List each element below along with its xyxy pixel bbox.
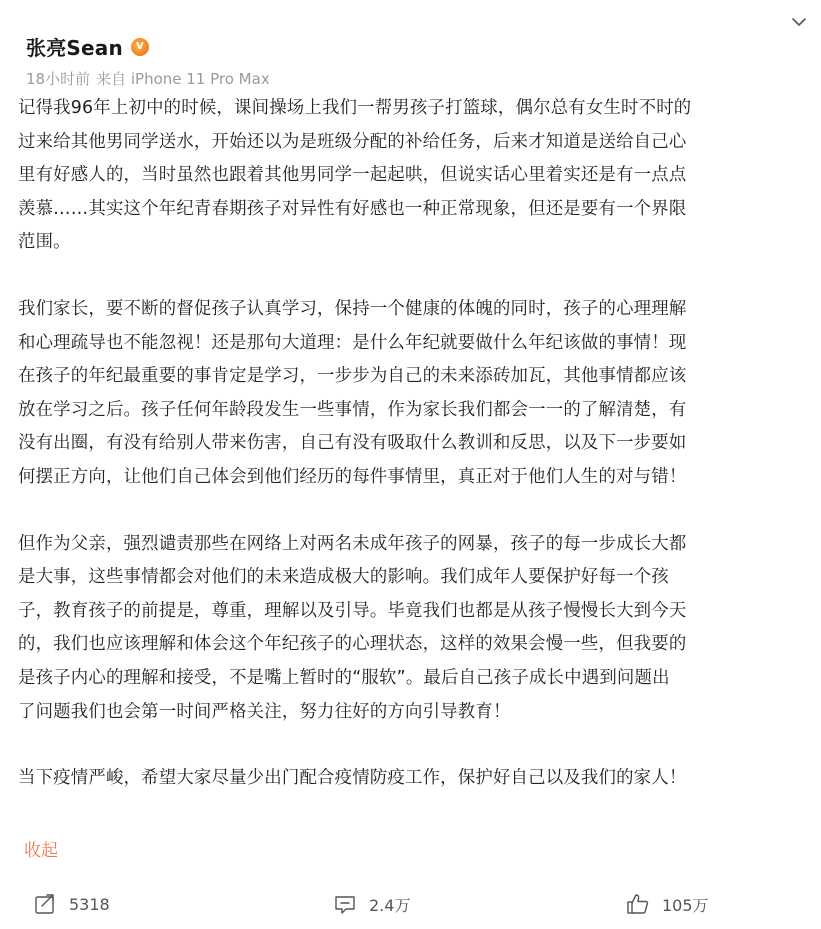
- post-line: 范围。: [18, 232, 71, 253]
- paragraph-gap: [18, 260, 808, 293]
- post-line: 但作为父亲，强烈谴责那些在网络上对两名未成年孩子的网暴，孩子的每一步成长大都: [18, 533, 687, 554]
- chevron-down-icon[interactable]: [789, 12, 809, 32]
- paragraph-gap: [18, 729, 808, 762]
- post-line: 我们家长，要不断的督促孩子认真学习，保持一个健康的体魄的同时，孩子的心理理解: [18, 298, 687, 319]
- post-time: 18小时前: [26, 70, 91, 88]
- comment-icon: [333, 892, 357, 916]
- post-line: 里有好感人的，当时虽然也跟着其他男同学一起起哄，但说实话心里着实还是有一点点: [18, 165, 687, 186]
- post-line: 没有出圈，有没有给别人带来伤害，自己有没有吸取什么教训和反思，以及下一步要如: [18, 433, 687, 454]
- post-line: 过来给其他男同学送水，开始还以为是班级分配的补给任务，后来才知道是送给自己心: [18, 131, 687, 152]
- author-row: [26, 32, 149, 61]
- paragraph-gap: [18, 495, 808, 528]
- like-button[interactable]: [626, 892, 709, 916]
- post-body: [18, 92, 808, 796]
- post-line: 记得我96年上初中的时候，课间操场上我们一帮男孩子打篮球，偶尔总有女生时不时的: [18, 98, 692, 118]
- post-line: 当下疫情严峻，希望大家尽量少出门配合疫情防疫工作，保护好自己以及我们的家人！: [18, 768, 687, 789]
- thumbs-up-icon: [626, 892, 650, 916]
- post-line: 在孩子的年纪最重要的事肯定是学习，一步步为自己的未来添砖加瓦，其他事情都应该: [18, 366, 687, 387]
- post-line: 何摆正方向，让他们自己体会到他们经历的每件事情里，真正对于他们人生的对与错！: [18, 466, 687, 487]
- post-line: 和心理疏导也不能忽视！还是那句大道理：是什么年纪就要做什么年纪该做的事情！现: [18, 332, 687, 353]
- action-bar: [0, 892, 821, 926]
- author-name[interactable]: 张亮Sean: [26, 36, 123, 60]
- post-line: 羡慕……其实这个年纪青春期孩子对异性有好感也一种正常现象，但还是要有一个界限: [18, 198, 687, 219]
- post-line: 是孩子内心的理解和接受，不是嘴上暂时的“服软”。最后自己孩子成长中遇到问题出: [18, 667, 670, 688]
- share-icon: [33, 892, 57, 916]
- post-meta: [26, 68, 270, 89]
- post-line: 是大事，这些事情都会对他们的未来造成极大的影响。我们成年人要保护好每一个孩: [18, 567, 669, 588]
- post-line: 的，我们也应该理解和体会这个年纪孩子的心理状态，这样的效果会慢一些，但我要的: [18, 634, 687, 655]
- like-count: 105万: [662, 895, 709, 915]
- post-line: 子，教育孩子的前提是，尊重，理解以及引导。毕竟我们也都是从孩子慢慢长大到今天: [18, 600, 687, 621]
- comment-button[interactable]: [333, 892, 410, 916]
- post-line: 了问题我们也会第一时间严格关注，努力往好的方向引导教育！: [18, 701, 511, 722]
- repost-count: 5318: [69, 894, 110, 914]
- collapse-link[interactable]: 收起: [24, 841, 58, 861]
- repost-button[interactable]: [33, 892, 110, 916]
- comment-count: 2.4万: [369, 895, 411, 915]
- post-line: 放在学习之后。孩子任何年龄段发生一些事情，作为家长我们都会一一的了解清楚，有: [18, 399, 687, 420]
- vip-badge-icon: V: [131, 38, 149, 56]
- post-source: 来自 iPhone 11 Pro Max: [96, 70, 270, 88]
